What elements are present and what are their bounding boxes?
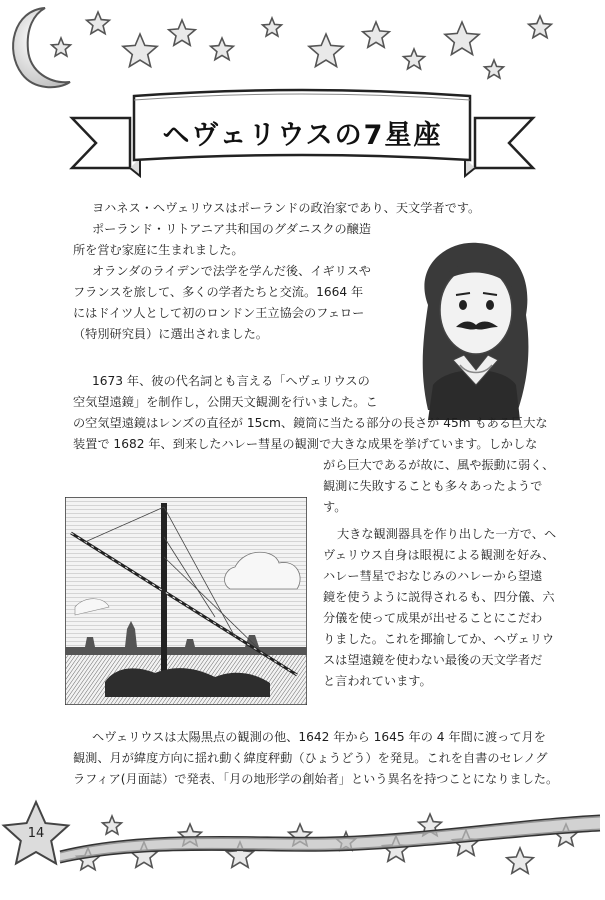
text-line: スは望遠鏡を使わない最後の天文学者だ — [323, 653, 543, 667]
text-line: ラフィア(月面誌）で発表､「月の地形学の創始者」という異名を持つことになりました。 — [73, 772, 559, 786]
page-number: 14 — [27, 826, 45, 841]
text-line: 1673 年、彼の代名詞とも言える「ヘヴェリウスの — [92, 374, 370, 388]
text-line: ヘヴェリウスは太陽黒点の観測の他、1642 年から 1645 年の 4 年間に渡って月を — [92, 730, 546, 744]
hevelius-portrait — [408, 235, 538, 420]
text-line: ポーランド・リトアニア共和国のグダニスクの醸造 — [92, 222, 372, 236]
star-icon — [309, 34, 343, 67]
text-line: （特別研究員）に選出されました。 — [73, 327, 268, 341]
star-icon — [263, 18, 282, 36]
text-line: 空気望遠鏡」を制作し，公開天文観測を行いました。こ — [73, 395, 378, 409]
star-icon — [529, 16, 552, 38]
text-line: 鏡を使うように説得されるも、四分儀、六 — [323, 590, 555, 604]
star-icon — [52, 38, 71, 56]
text-line: りました。これを揶揄してか、ヘヴェリウ — [323, 632, 555, 646]
star-icon — [123, 34, 157, 67]
aerial-telescope-engraving — [65, 497, 307, 705]
star-icon — [445, 22, 479, 55]
footer-decoration — [0, 790, 605, 900]
text-line: 観測、月が緯度方向に揺れ動く緯度秤動（ひょうどう）を発見。これを自書のセレノグ — [73, 751, 548, 765]
text-line: ヨハネス・ヘヴェリウスはポーランドの政治家であり、天文学者です。 — [92, 201, 481, 215]
text-line: ヴェリウス自身は眼視による観測を好み、 — [323, 548, 555, 562]
text-line: にはドイツ人として初のロンドン王立協会のフェロー — [73, 306, 365, 320]
text-line: と言われています。 — [323, 674, 432, 688]
page-title: ヘヴェリウスの7星座 — [162, 120, 443, 151]
text-line: す。 — [323, 500, 347, 514]
text-line: フランスを旅して、多くの学者たちと交流。1664 年 — [73, 285, 364, 299]
star-icon — [87, 12, 110, 34]
star-icon — [404, 49, 425, 69]
text-line: ハレー彗星でおなじみのハレーから望遠 — [323, 569, 543, 583]
text-line: オランダのライデンで法学を学んだ後、イギリスや — [92, 264, 371, 278]
text-line: 分儀を使って成果が出せることにこだわ — [323, 611, 543, 625]
text-line: 大きな観測器具を作り出した一方で、ヘ — [337, 527, 557, 541]
text-line: 観測に失敗することも多々あったようで — [323, 479, 543, 493]
text-line: 装置で 1682 年、到来したハレー彗星の観測で大きな成果を挙げています。しかしな — [73, 437, 538, 451]
text-line: がら巨大であるが故に、風や振動に弱く、 — [323, 458, 555, 472]
star-icon — [169, 20, 196, 45]
star-icon — [485, 60, 504, 78]
star-icon — [363, 22, 390, 47]
star-icon — [211, 38, 234, 60]
text-line: の空気望遠鏡はレンズの直径が 15cm、鏡筒に当たる部分の長さが 45m もある巨大な — [73, 416, 548, 430]
text-line: 所を営む家庭に生まれました。 — [73, 243, 244, 257]
